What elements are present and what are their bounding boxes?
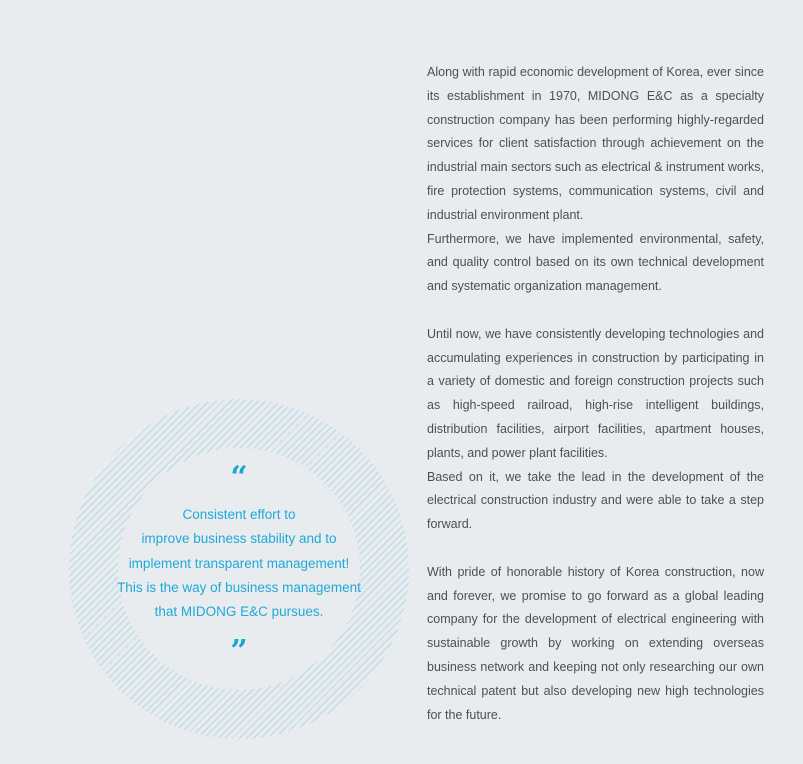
quote-line: Consistent effort to — [182, 507, 296, 522]
intro-paragraph: Along with rapid economic development of Korea, ever since its establishment in 1970, MIDONG E&C as a specialty construction company has been performing highly-regarded services for client satisfaction through achievement on the industrial main sectors such as electrical & instrument works, fire protection systems, communication systems, civil and industrial environment plant. — [427, 65, 764, 222]
company-introduction — [427, 61, 764, 727]
intro-paragraph: Based on it, we take the lead in the development of the electrical construction industry and were able to take a step forward. — [427, 469, 764, 532]
close-quote-icon: ” — [230, 634, 248, 669]
intro-paragraph: Until now, we have consistently developing technologies and accumulating experiences in construction by participating in a variety of domestic and foreign construction projects such as high-speed railroad, high-rise intelligent buildings, distribution facilities, airport facilities, apartment houses, plants, and power plant facilities. — [427, 326, 764, 460]
quote-line: implement transparent management! — [128, 555, 350, 571]
quote-badge — [69, 399, 409, 739]
open-quote-icon: “ — [230, 460, 248, 495]
quote-line: improve business stability and to — [141, 531, 337, 547]
intro-paragraph: Furthermore, we have implemented environmental, safety, and quality control based on its own technical development and systematic organization management. — [427, 231, 764, 294]
quote-line: This is the way of business management — [117, 579, 361, 595]
quote-line: that MIDONG E&C pursues. — [154, 604, 324, 620]
intro-paragraph: With pride of honorable history of Korea construction, now and forever, we promise to go forward as a global leading company for the development of electrical engineering with sustainable growth by working on extending overseas business network and keeping not only researching our own technical patent but also developing new high technologies for the future. — [427, 564, 764, 722]
quote-text — [69, 503, 409, 624]
